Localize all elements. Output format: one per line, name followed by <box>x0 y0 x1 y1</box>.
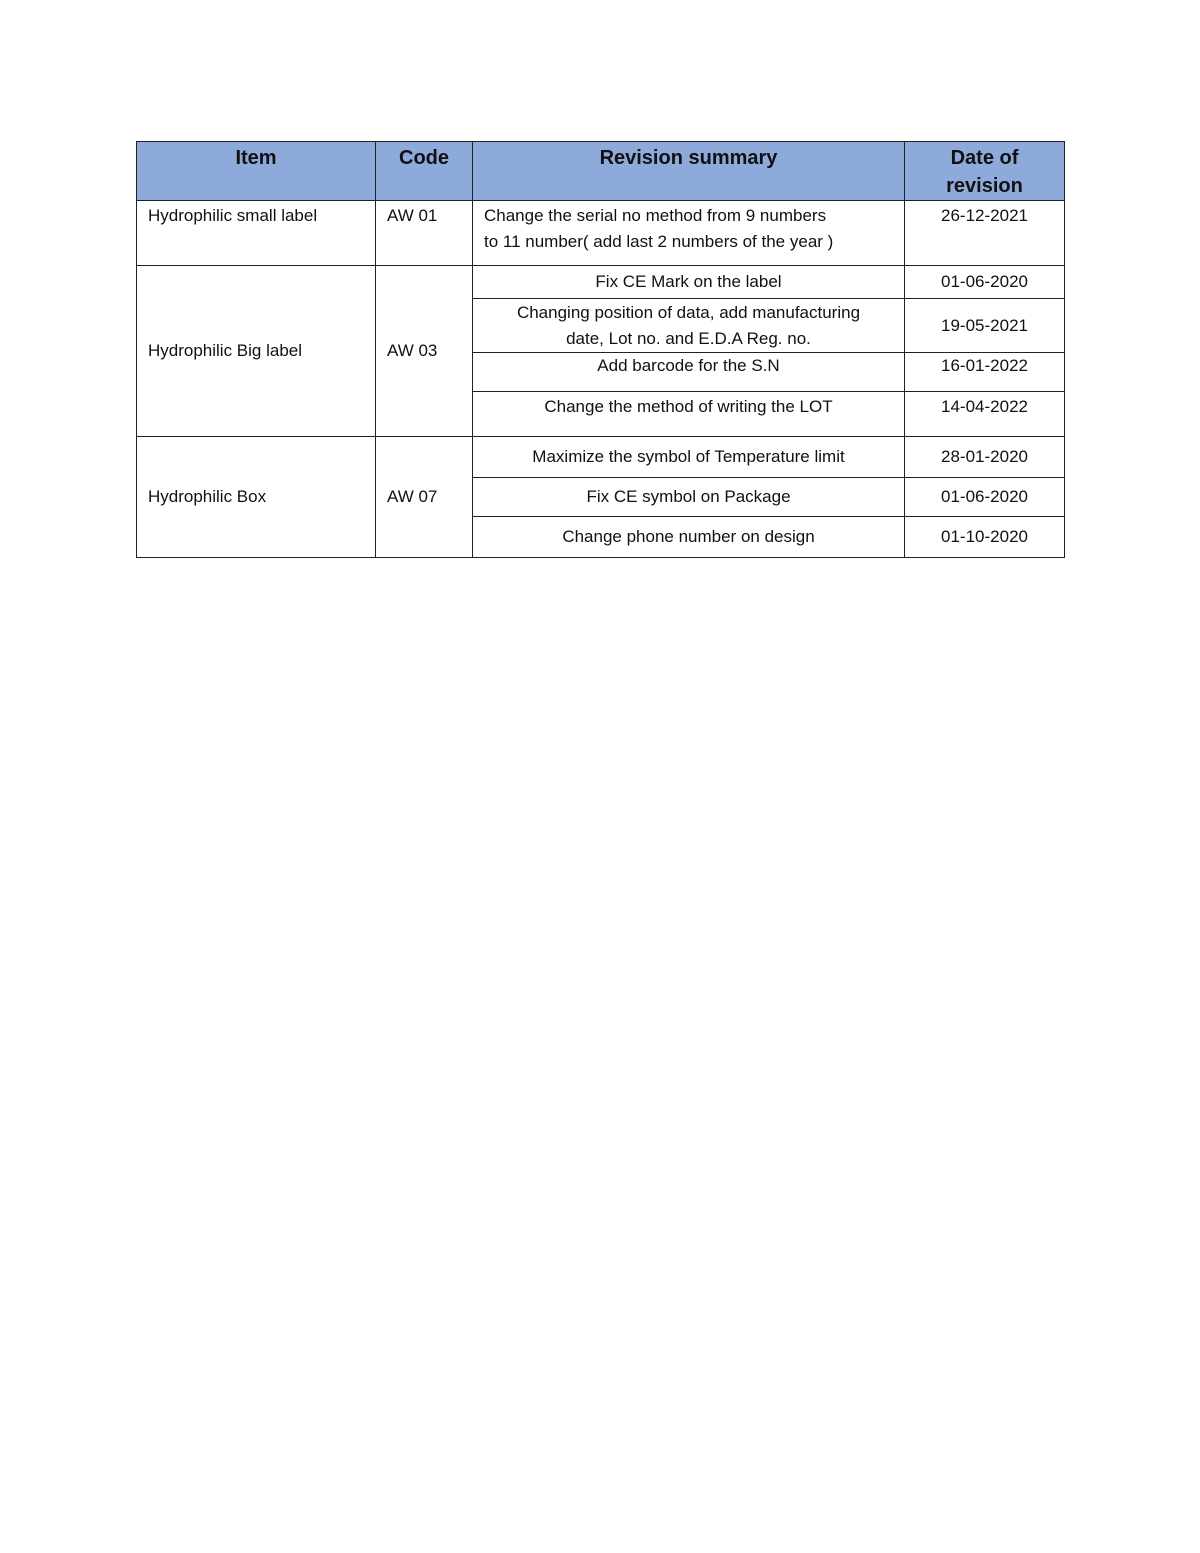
date-cell: 26-12-2021 <box>905 201 1065 266</box>
item-cell: Hydrophilic Big label <box>137 266 376 437</box>
header-row <box>137 142 1065 201</box>
revision-table <box>136 141 1065 558</box>
header-summary: Revision summary <box>473 142 905 201</box>
item-cell: Hydrophilic small label <box>137 201 376 266</box>
summary-cell: Fix CE symbol on Package <box>473 478 905 517</box>
date-cell: 14-04-2022 <box>905 392 1065 437</box>
summary-line: to 11 number( add last 2 numbers of the year ) <box>484 232 834 251</box>
table-row <box>137 266 1065 299</box>
code-cell: AW 03 <box>376 266 473 437</box>
date-cell: 16-01-2022 <box>905 353 1065 392</box>
header-code: Code <box>376 142 473 201</box>
date-cell: 01-10-2020 <box>905 517 1065 558</box>
summary-cell: Fix CE Mark on the label <box>473 266 905 299</box>
date-cell: 28-01-2020 <box>905 437 1065 478</box>
table-row <box>137 201 1065 266</box>
summary-cell: Change phone number on design <box>473 517 905 558</box>
date-cell: 01-06-2020 <box>905 478 1065 517</box>
code-cell: AW 07 <box>376 437 473 558</box>
summary-cell: Add barcode for the S.N <box>473 353 905 392</box>
summary-cell: Maximize the symbol of Temperature limit <box>473 437 905 478</box>
header-date <box>905 142 1065 201</box>
header-date-line1: Date of <box>950 147 1019 169</box>
date-cell: 19-05-2021 <box>905 299 1065 353</box>
summary-line: Changing position of data, add manufacturing <box>516 302 861 322</box>
header-item: Item <box>137 142 376 201</box>
summary-cell <box>473 299 905 353</box>
summary-cell: Change the method of writing the LOT <box>473 392 905 437</box>
header-date-line2: revision <box>946 175 1023 197</box>
summary-line: Change the serial no method from 9 numbers <box>484 206 827 225</box>
table-row <box>137 437 1065 478</box>
item-cell: Hydrophilic Box <box>137 437 376 558</box>
code-cell: AW 01 <box>376 201 473 266</box>
summary-line: date, Lot no. and E.D.A Reg. no. <box>566 328 811 348</box>
date-cell: 01-06-2020 <box>905 266 1065 299</box>
summary-cell <box>473 201 905 266</box>
